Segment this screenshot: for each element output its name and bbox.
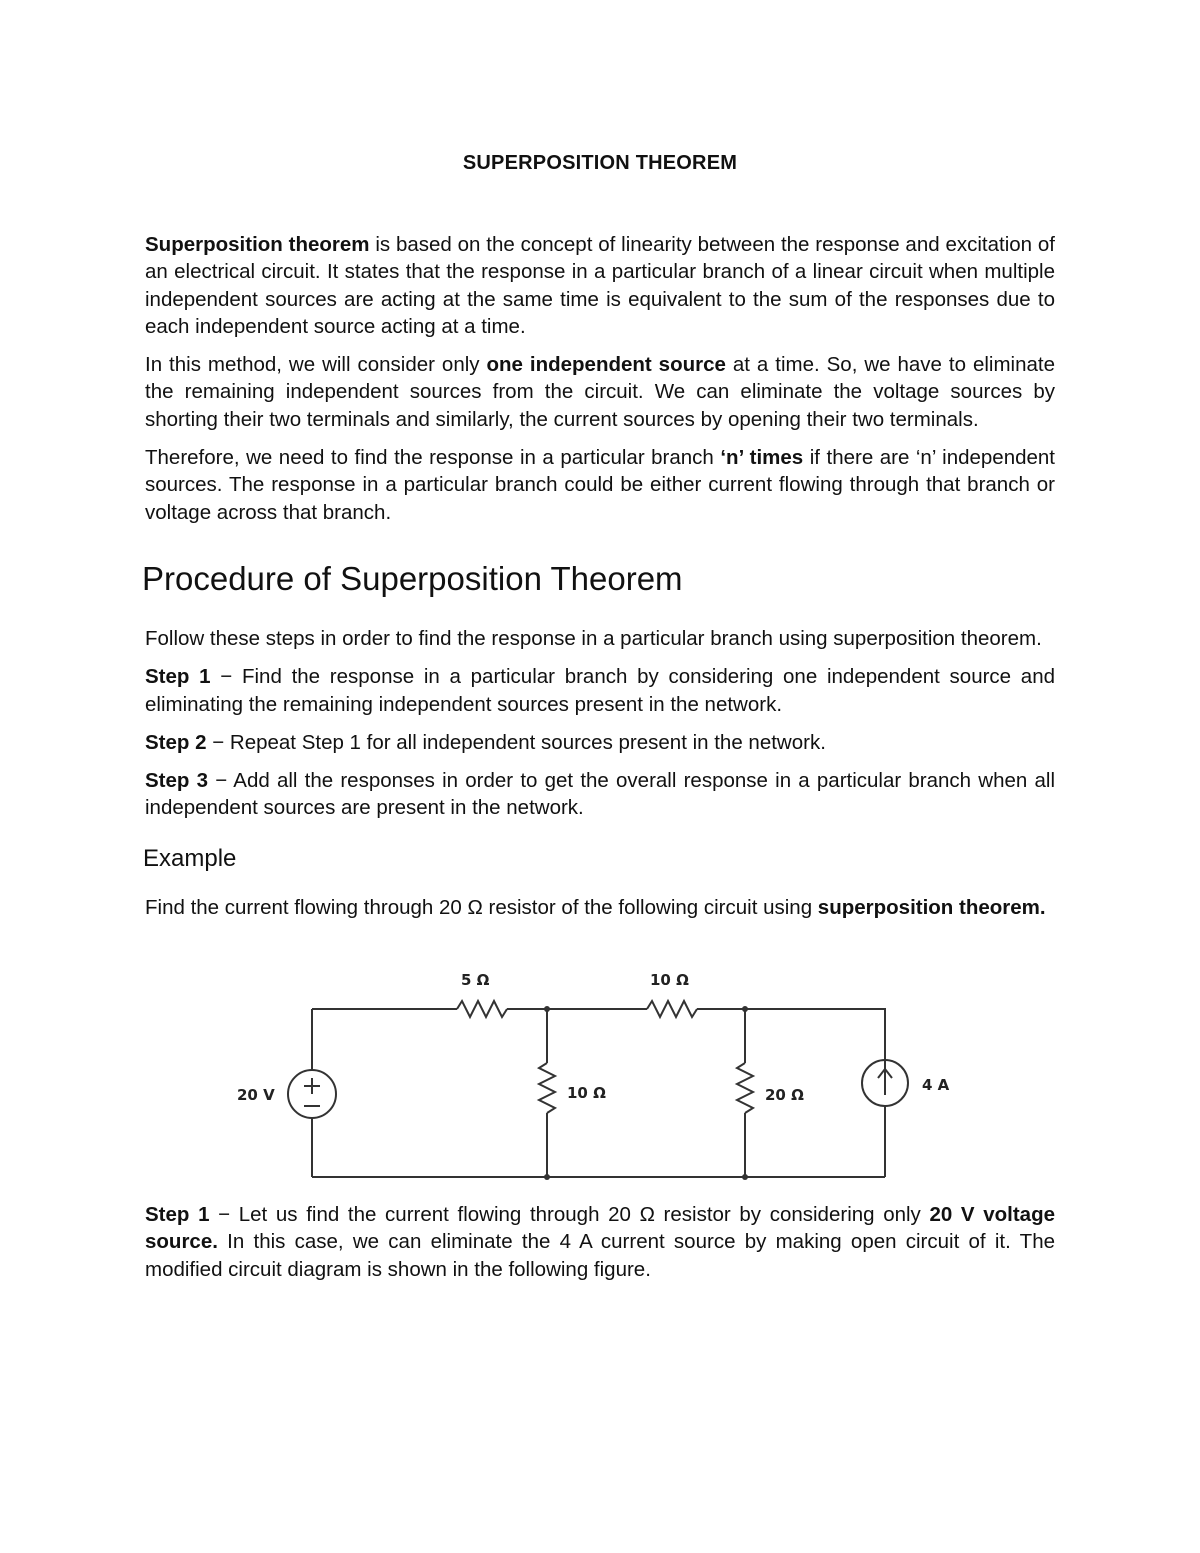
procedure-step-1 (145, 663, 1055, 718)
step-2-text: − Repeat Step 1 for all independent sources present in the network. (206, 730, 826, 754)
example-step-1-bold: 20 V voltage source. (145, 1203, 1055, 1254)
intro-p1-text: is based on the concept of linearity between the response and excitation of an electrical circuit. It states that the response in a particular branch of a linear circuit when multiple independent sources are acting at the same time is equivalent to the sum of the responses due to each independent source acting at a time. (145, 233, 1055, 338)
label-10-ohm-series: 10 Ω (650, 971, 689, 990)
intro-p3-bold: ‘n’ times (720, 446, 804, 470)
resistor-10-ohm-shunt (539, 1063, 555, 1113)
example-question-bold: superposition theorem. (817, 895, 1046, 919)
intro-p3-rest: if there are ‘n’ independent sources. The response in a particular branch could be either current flowing through that branch or voltage across that branch. (145, 446, 1055, 524)
intro-p2-bold: one independent source (486, 353, 726, 377)
example-heading: Example (143, 844, 237, 872)
label-20-v: 20 V (237, 1086, 275, 1105)
example-step-1-start: − Let us find the current flowing through 20 Ω resistor by considering only (209, 1203, 930, 1227)
example-step-1-rest: In this case, we can eliminate the 4 A current source by making open circuit of it. The modified circuit diagram is shown in the following figure. (145, 1230, 1055, 1281)
example-step-1-label: Step 1 (145, 1203, 210, 1227)
document-title: SUPERPOSITION THEOREM (462, 152, 738, 174)
label-20-ohm: 20 Ω (765, 1086, 804, 1105)
resistor-5-ohm (457, 1001, 507, 1017)
document-body (142, 152, 1056, 1283)
intro-p2-rest: at a time. So, we have to eliminate the remaining independent sources from the circuit. We can eliminate the voltage sources by shorting their two terminals and similarly, the current sources by opening their two terminals. (145, 353, 1055, 431)
procedure-heading: Procedure of Superposition Theorem (142, 559, 683, 597)
step-3-label: Step 3 (145, 769, 209, 793)
example-step-1 (145, 1201, 1055, 1283)
procedure-step-2 (145, 729, 1055, 756)
circuit-diagram (207, 945, 967, 1185)
intro-p2-start: In this method, we will consider only (145, 353, 487, 377)
resistor-10-ohm-series (647, 1001, 697, 1017)
label-10-ohm-shunt: 10 Ω (567, 1084, 606, 1103)
label-4-a: 4 A (922, 1076, 950, 1095)
step-1-label: Step 1 (145, 665, 211, 689)
resistor-20-ohm (737, 1063, 753, 1113)
example-question-text: Find the current flowing through 20 Ω resistor of the following circuit using (145, 895, 818, 919)
intro-paragraph-3 (145, 444, 1055, 526)
example-question (145, 894, 1055, 921)
step-1-text: − Find the response in a particular branch by considering one independent source and eliminating the remaining independent sources present in the network. (145, 665, 1056, 716)
intro-term: Superposition theorem (145, 233, 370, 256)
step-2-label: Step 2 (145, 730, 207, 754)
intro-p3-start: Therefore, we need to find the response in a particular branch (145, 446, 721, 470)
procedure-lead: Follow these steps in order to find the response in a particular branch using superposition theorem. (145, 626, 1042, 650)
step-3-text: − Add all the responses in order to get the overall response in a particular branch when all independent sources are present in the network. (145, 769, 1055, 820)
label-5-ohm: 5 Ω (461, 971, 490, 990)
intro-paragraph-1 (145, 231, 1055, 340)
procedure-step-3 (145, 767, 1055, 822)
intro-paragraph-2 (145, 351, 1055, 433)
